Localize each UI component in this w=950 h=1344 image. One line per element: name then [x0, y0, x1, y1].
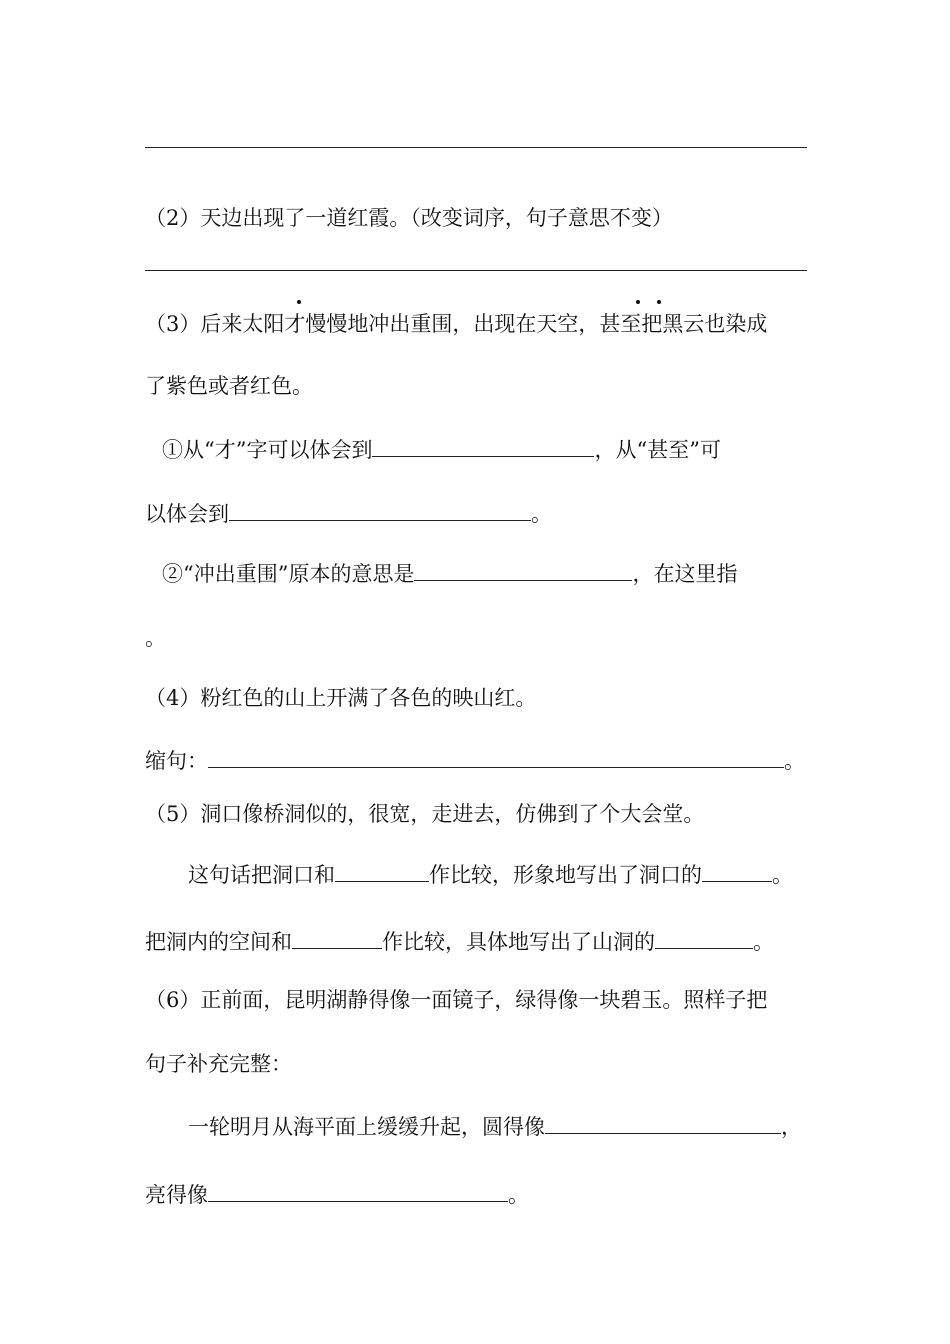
q5-a1: 这句话把洞口和 — [188, 863, 335, 887]
emphasis-dot — [636, 300, 640, 304]
question-2-text: （2）天边出现了一道红霞。（改变词序，句子意思不变） — [145, 206, 673, 230]
question-5-line-a — [188, 859, 793, 889]
question-3-sub-1 — [162, 434, 721, 464]
sub-1-end: 。 — [531, 502, 552, 526]
sub-1-middle: ，从“甚至”可 — [594, 438, 721, 462]
question-6-line-c — [188, 1111, 802, 1141]
q6-d1: 亮得像 — [145, 1183, 208, 1207]
q5-b3: 。 — [753, 930, 774, 954]
q5-a3: 。 — [772, 863, 793, 887]
question-5-line-b — [145, 926, 774, 956]
question-3-line-2: 了紫色或者红色。 — [145, 374, 313, 398]
blank-bright-like[interactable] — [208, 1179, 508, 1202]
sub-2-prefix: ②“冲出重围”原本的意思是 — [162, 562, 415, 586]
answer-line-q1[interactable] — [145, 147, 807, 148]
blank-shenzhi[interactable] — [229, 498, 531, 521]
q5-a2: 作比较，形象地写出了洞口的 — [429, 863, 702, 887]
blank-cave[interactable] — [655, 926, 753, 949]
q5-b2: 作比较，具体地写出了山洞的 — [382, 930, 655, 954]
question-6-line-2: 句子补充完整： — [145, 1052, 292, 1076]
question-3-sub-2 — [162, 558, 737, 588]
condense-label: 缩句： — [145, 749, 208, 773]
question-4-answer — [145, 745, 805, 775]
q5-b1: 把洞内的空间和 — [145, 930, 292, 954]
answer-line-q2[interactable] — [145, 270, 807, 271]
sub-1-cont-prefix: 以体会到 — [145, 502, 229, 526]
question-3-sub-2-end: 。 — [145, 626, 166, 650]
blank-round-like[interactable] — [545, 1111, 781, 1134]
question-6-line-d — [145, 1179, 529, 1209]
q6-c1: 一轮明月从海平面上缓缓升起，圆得像 — [188, 1115, 545, 1139]
blank-cave-mouth[interactable] — [702, 859, 772, 882]
blank-compare-1[interactable] — [335, 859, 429, 882]
sub-1-prefix: ①从“才”字可以体会到 — [162, 438, 373, 462]
q6-d2: 。 — [508, 1183, 529, 1207]
question-5-text: （5）洞口像桥洞似的，很宽，走进去，仿佛到了个大会堂。 — [145, 802, 705, 826]
question-6-line-1: （6）正前面，昆明湖静得像一面镜子，绿得像一块碧玉。照样子把 — [145, 988, 768, 1012]
emphasis-dot — [657, 300, 661, 304]
q6-c2: ， — [781, 1115, 802, 1139]
question-3-sub-1-continued — [145, 498, 552, 528]
blank-original-meaning[interactable] — [414, 558, 632, 581]
emphasis-dot — [297, 300, 301, 304]
blank-condense[interactable] — [208, 745, 784, 768]
question-3-line-1: （3）后来太阳才慢慢地冲出重围，出现在天空，甚至把黑云也染成 — [145, 312, 768, 336]
blank-cai[interactable] — [372, 434, 594, 457]
question-4-text: （4）粉红色的山上开满了各色的映山红。 — [145, 686, 537, 710]
blank-compare-2[interactable] — [292, 926, 382, 949]
q4-end: 。 — [784, 749, 805, 773]
sub-2-middle: ，在这里指 — [632, 562, 738, 586]
